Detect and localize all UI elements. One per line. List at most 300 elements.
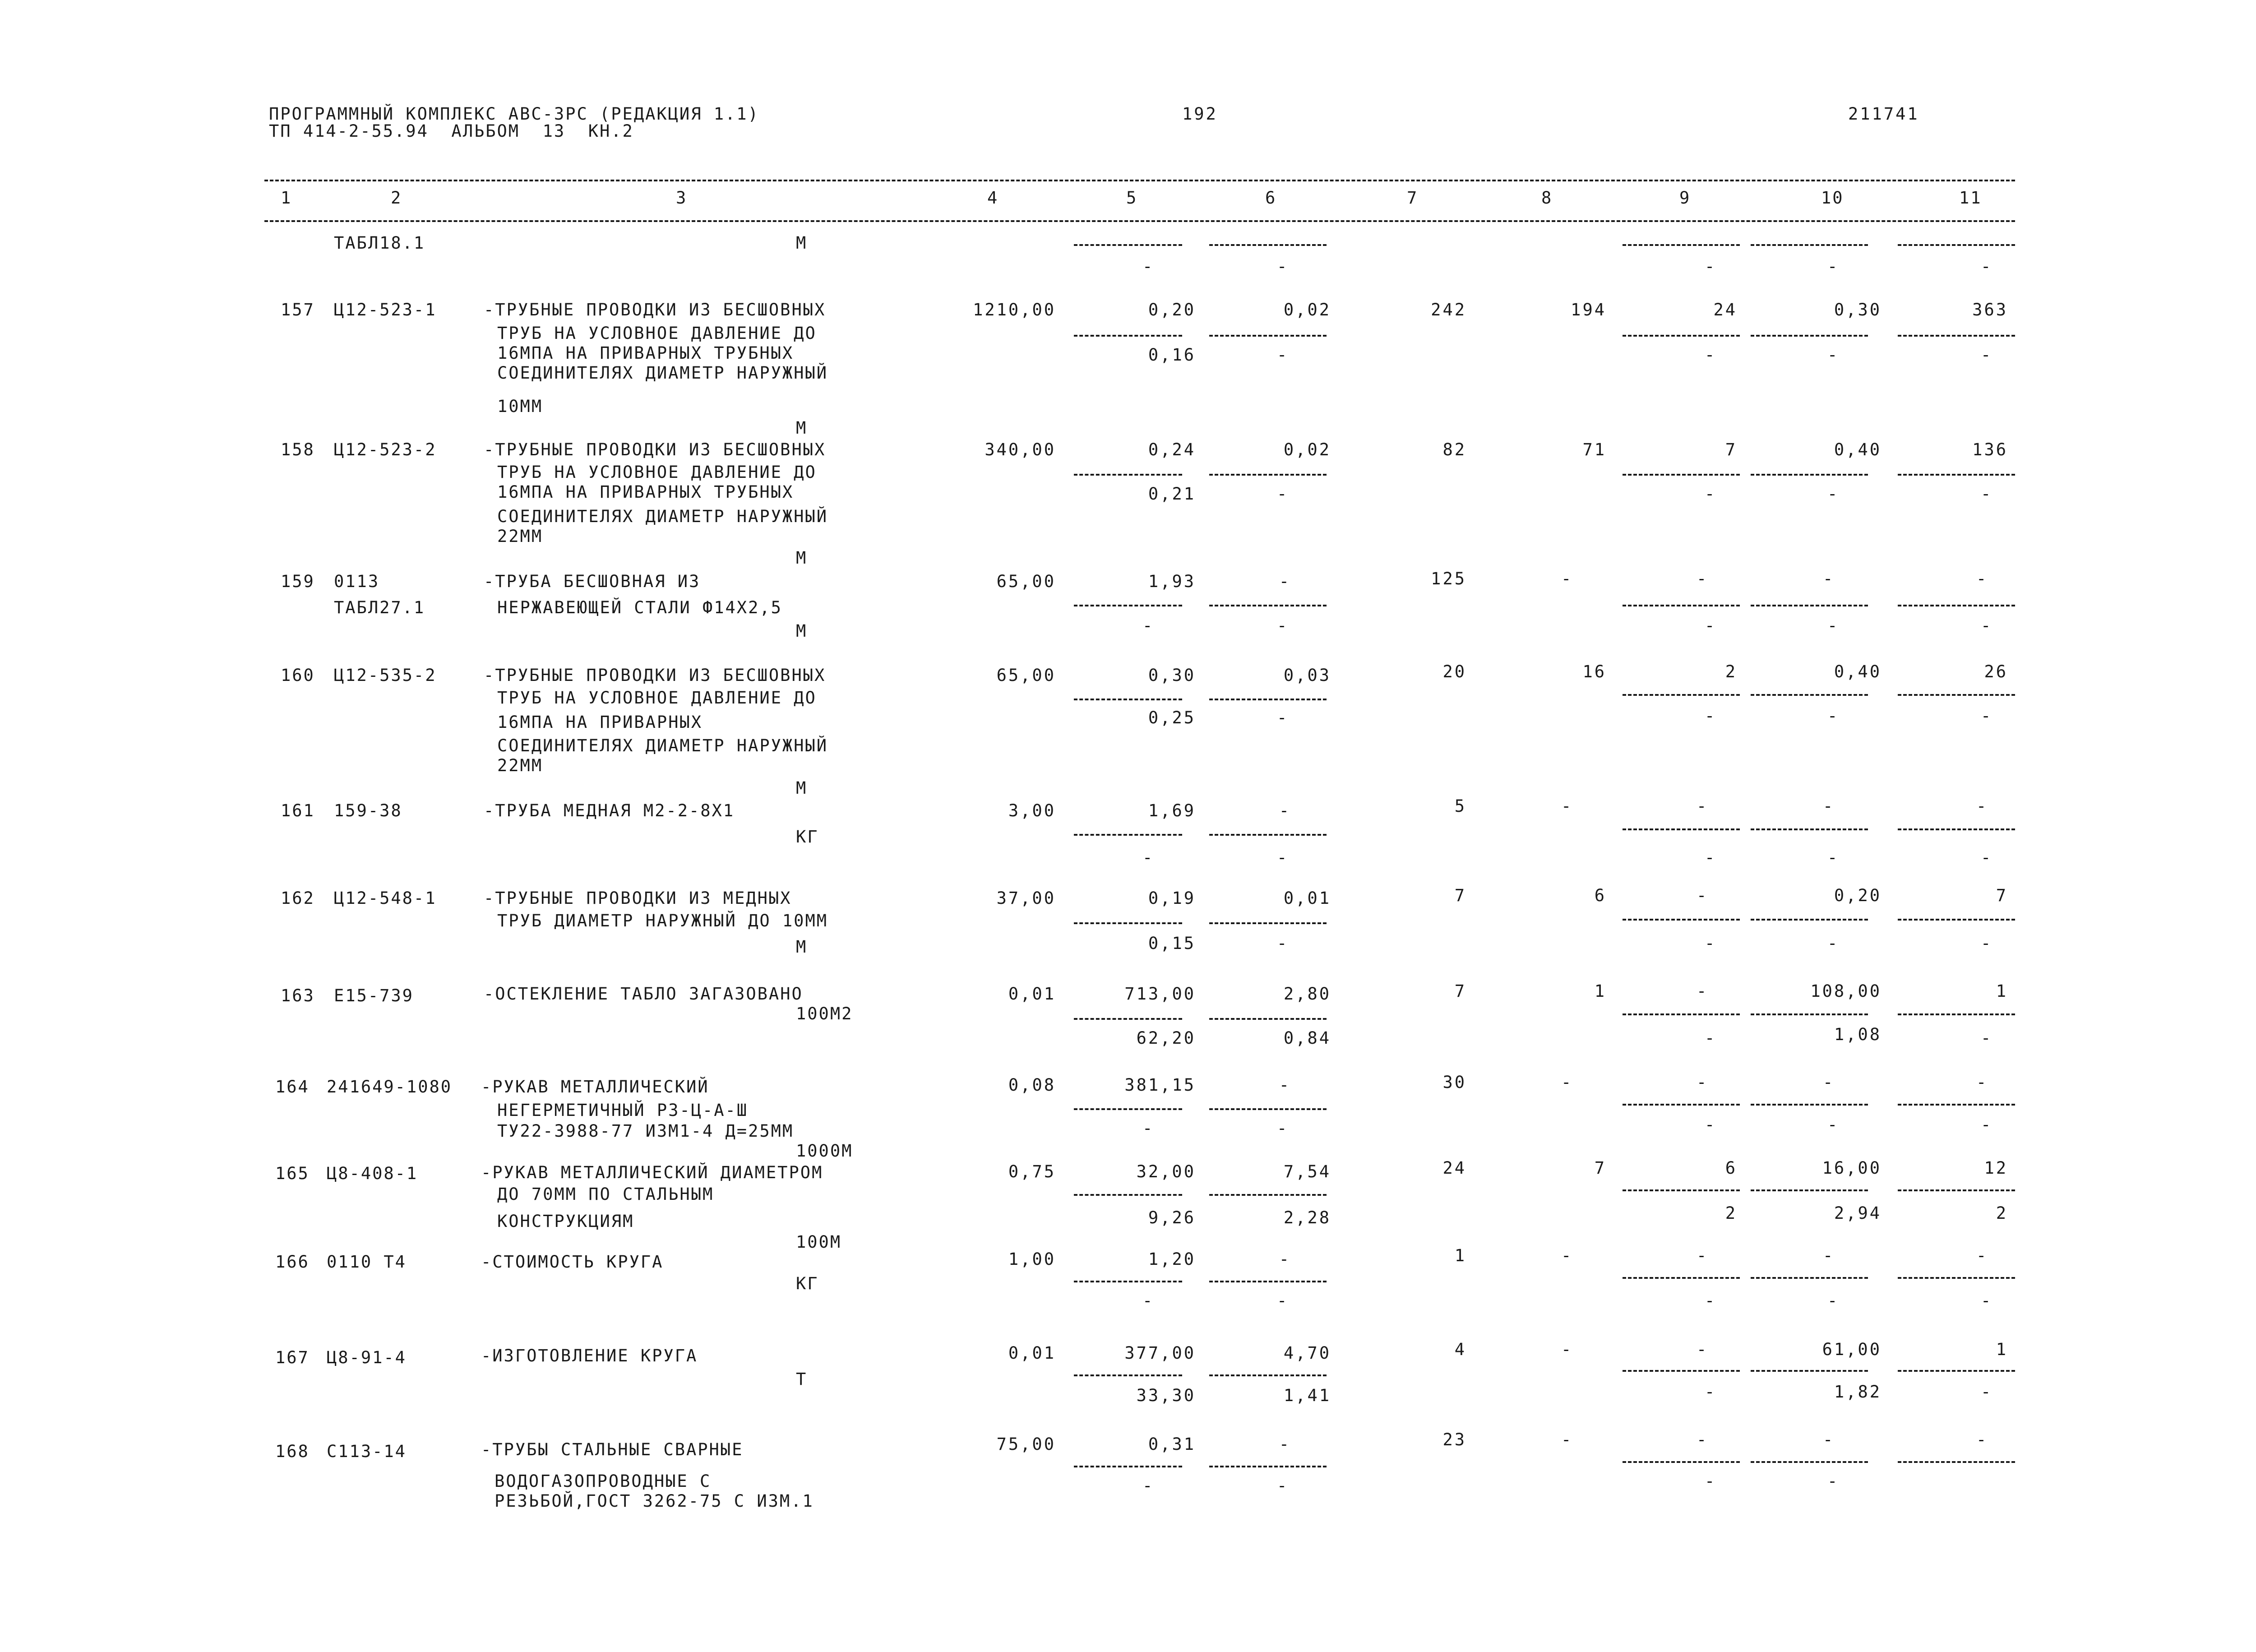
- divider-c9: [1623, 244, 1740, 246]
- divider-c6: [1209, 1194, 1327, 1196]
- cell-dash: -: [1981, 1382, 1992, 1402]
- col-header-1: 1: [281, 188, 292, 208]
- row-code: Е15-739: [334, 986, 414, 1005]
- header-project-line: ТП 414-2-55.94 АЛЬБОМ 13 КН.2: [269, 121, 634, 141]
- row-description: ТРУБ НА УСЛОВНОЕ ДАВЛЕНИЕ ДО: [497, 324, 817, 343]
- row-description: -РУКАВ МЕТАЛЛИЧЕСКИЙ: [481, 1077, 709, 1097]
- cell-col9: -: [1697, 981, 1708, 1001]
- col-header-6: 6: [1265, 188, 1277, 208]
- cell-col9: 2: [1725, 662, 1737, 681]
- divider-c6: [1209, 1108, 1327, 1110]
- row-description: -ОСТЕКЛЕНИЕ ТАБЛО ЗАГАЗОВАНО: [484, 984, 803, 1004]
- divider-c11: [1898, 605, 2015, 606]
- cell-col10: 0,20: [1834, 886, 1882, 905]
- row-number: 160: [281, 666, 315, 685]
- cell-col6: 0,02: [1283, 300, 1331, 319]
- divider-c11: [1898, 1277, 2015, 1279]
- cell-col8: 1: [1594, 981, 1606, 1001]
- cell-col7: 4: [1454, 1340, 1466, 1359]
- cell-col8: -: [1561, 1246, 1573, 1265]
- cell-col7: 23: [1442, 1430, 1466, 1449]
- cell-col5: 1,20: [1148, 1249, 1196, 1269]
- cell-dash: -: [1277, 345, 1289, 365]
- col-header-11: 11: [1959, 188, 1982, 208]
- divider-c9: [1623, 605, 1740, 606]
- cell-col4: 0,08: [1008, 1075, 1056, 1095]
- cell-dash: -: [1277, 1119, 1289, 1138]
- col-header-5: 5: [1126, 188, 1138, 208]
- cell-col10: -: [1823, 1246, 1835, 1265]
- cell-col6: 1,41: [1283, 1386, 1331, 1405]
- divider-c9: [1623, 694, 1740, 696]
- cell-col9: 24: [1713, 300, 1737, 319]
- cell-col9: -: [1697, 569, 1708, 588]
- divider-c5: [1074, 474, 1182, 476]
- cell-col9: -: [1697, 796, 1708, 816]
- divider-c10: [1751, 694, 1868, 696]
- divider-c9: [1623, 1370, 1740, 1372]
- cell-col8: -: [1561, 1430, 1573, 1449]
- cell-col7: 20: [1442, 662, 1466, 681]
- cell-col5: 713,00: [1124, 984, 1196, 1004]
- cell-col10: 1,82: [1834, 1382, 1882, 1402]
- cell-col4: 1210,00: [973, 300, 1056, 319]
- divider-c10: [1751, 1104, 1868, 1106]
- divider-c11: [1898, 694, 2015, 696]
- cell-dash: -: [1142, 1119, 1154, 1138]
- cell-col5: 0,25: [1148, 708, 1196, 727]
- cell-col10: -: [1823, 569, 1835, 588]
- cell-dash: -: [1705, 1472, 1716, 1491]
- divider-c10: [1751, 1013, 1868, 1015]
- cell-col6: 7,54: [1283, 1162, 1331, 1181]
- row-description: -ТРУБА МЕДНАЯ М2-2-8Х1: [484, 801, 735, 820]
- cell-col10: 16,00: [1822, 1158, 1882, 1178]
- cell-dash: -: [1705, 1291, 1716, 1310]
- cell-col5: 0,15: [1148, 934, 1196, 953]
- row-description: -РУКАВ МЕТАЛЛИЧЕСКИЙ ДИАМЕТРОМ: [481, 1163, 823, 1182]
- row-code: Ц12-535-2: [334, 666, 437, 685]
- cell-col5: 62,20: [1136, 1028, 1196, 1048]
- row-code: Ц12-548-1: [334, 888, 437, 908]
- cell-col8: 194: [1571, 300, 1606, 319]
- row-description: РЕЗЬБОЙ,ГОСТ 3262-75 С ИЗМ.1: [495, 1491, 814, 1511]
- divider-c6: [1209, 922, 1327, 924]
- divider-c9: [1623, 1189, 1740, 1191]
- divider-c9: [1623, 1104, 1740, 1106]
- cell-col7: 242: [1431, 300, 1466, 319]
- cell-col8: -: [1561, 796, 1573, 816]
- cell-col8: -: [1561, 1073, 1573, 1092]
- row-number: 168: [275, 1442, 310, 1461]
- divider-c5: [1074, 244, 1182, 246]
- row-description: -ТРУБНЫЕ ПРОВОДКИ ИЗ БЕСШОВНЫХ: [484, 300, 826, 319]
- row-description: 22ММ: [497, 756, 543, 775]
- cell-col11: 12: [1984, 1158, 2008, 1178]
- cell-col6: 2,80: [1283, 984, 1331, 1004]
- row-code: Ц8-91-4: [327, 1348, 407, 1367]
- row-description: -СТОИМОСТЬ КРУГА: [481, 1252, 664, 1272]
- row-description: 16МПА НА ПРИВАРНЫХ ТРУБНЫХ: [497, 482, 794, 502]
- cell-col10: 0,40: [1834, 662, 1882, 681]
- divider-c5: [1074, 335, 1182, 337]
- divider-c5: [1074, 1018, 1182, 1020]
- divider-c5: [1074, 605, 1182, 606]
- divider-c11: [1898, 1104, 2015, 1106]
- cell-dash: -: [1705, 1028, 1716, 1048]
- cell-col10: 2,94: [1834, 1203, 1882, 1223]
- cell-col7: 7: [1454, 886, 1466, 905]
- cell-col11: 136: [1972, 440, 2008, 459]
- cell-dash: -: [1981, 934, 1992, 953]
- cell-dash: -: [1827, 1472, 1839, 1491]
- cell-col4: 0,75: [1008, 1162, 1056, 1181]
- cell-col8: -: [1561, 1340, 1573, 1359]
- divider-c5: [1074, 834, 1182, 836]
- row-number: 162: [281, 888, 315, 908]
- cell-dash: -: [1981, 1115, 1992, 1134]
- cell-col10: -: [1823, 796, 1835, 816]
- cell-col4: 340,00: [985, 440, 1056, 459]
- row-number: 165: [275, 1164, 310, 1183]
- cell-dash: -: [1705, 484, 1716, 504]
- cell-col8: 6: [1594, 886, 1606, 905]
- cell-col11: -: [1976, 1073, 1988, 1092]
- row-unit: М: [796, 778, 808, 798]
- cell-col6: -: [1279, 572, 1290, 591]
- divider-c9: [1623, 474, 1740, 476]
- cell-col11: 1: [1996, 981, 2008, 1001]
- row-code: ТАБЛ18.1: [334, 233, 425, 253]
- cell-col5: 1,69: [1148, 801, 1196, 820]
- divider-c9: [1623, 828, 1740, 830]
- divider-c11: [1898, 1370, 2015, 1372]
- divider-c10: [1751, 1370, 1868, 1372]
- row-unit: КГ: [796, 827, 819, 847]
- cell-col9: 7: [1725, 440, 1737, 459]
- cell-col6: 2,28: [1283, 1208, 1331, 1227]
- cell-dash: -: [1705, 934, 1716, 953]
- cell-col5: 0,16: [1148, 345, 1196, 365]
- row-description: ТУ22-3988-77 ИЗМ1-4 Д=25ММ: [497, 1121, 794, 1141]
- row-description: 16МПА НА ПРИВАРНЫХ ТРУБНЫХ: [497, 343, 794, 363]
- cell-col6: -: [1279, 1249, 1290, 1269]
- divider-c11: [1898, 244, 2015, 246]
- cell-dash: -: [1981, 345, 1992, 365]
- cell-col11: -: [1976, 569, 1988, 588]
- row-code: Ц12-523-2: [334, 440, 437, 459]
- divider-c6: [1209, 1374, 1327, 1376]
- row-unit: Т: [796, 1370, 808, 1389]
- row-description: -ИЗГОТОВЛЕНИЕ КРУГА: [481, 1346, 698, 1365]
- cell-dash: -: [1705, 616, 1716, 635]
- divider-c5: [1074, 1108, 1182, 1110]
- cell-col7: 1: [1454, 1246, 1466, 1265]
- row-description: -ТРУБА БЕСШОВНАЯ ИЗ: [484, 572, 701, 591]
- cell-col9: 6: [1725, 1158, 1737, 1178]
- cell-col9: 2: [1725, 1203, 1737, 1223]
- divider-c6: [1209, 1018, 1327, 1020]
- cell-dash: -: [1142, 616, 1154, 635]
- cell-dash: -: [1277, 708, 1289, 727]
- divider-c11: [1898, 828, 2015, 830]
- divider-c5: [1074, 1374, 1182, 1376]
- cell-dash: -: [1142, 848, 1154, 867]
- cell-col4: 65,00: [996, 572, 1056, 591]
- row-unit: 1000М: [796, 1141, 853, 1161]
- cell-dash: -: [1827, 848, 1839, 867]
- row-unit: 100М: [796, 1232, 842, 1252]
- cell-dash: -: [1827, 1291, 1839, 1310]
- row-description: 16МПА НА ПРИВАРНЫХ: [497, 713, 703, 732]
- row-description: КОНСТРУКЦИЯМ: [497, 1212, 634, 1231]
- col-header-7: 7: [1407, 188, 1419, 208]
- row-code: 241649-1080: [327, 1077, 453, 1097]
- cell-col5: 1,93: [1148, 572, 1196, 591]
- row-description: -ТРУБНЫЕ ПРОВОДКИ ИЗ БЕСШОВНЫХ: [484, 666, 826, 685]
- row-unit: М: [796, 548, 808, 568]
- divider-c11: [1898, 1189, 2015, 1191]
- cell-dash: -: [1277, 1291, 1289, 1310]
- cell-dash: -: [1981, 484, 1992, 504]
- row-code: 0113: [334, 572, 380, 591]
- divider-c9: [1623, 1277, 1740, 1279]
- cell-col4: 1,00: [1008, 1249, 1056, 1269]
- divider-c6: [1209, 605, 1327, 606]
- row-number: 159: [281, 572, 315, 591]
- row-unit: КГ: [796, 1274, 819, 1293]
- row-unit: М: [796, 621, 808, 641]
- divider-c6: [1209, 834, 1327, 836]
- divider-c6: [1209, 244, 1327, 246]
- row-number: 164: [275, 1077, 310, 1097]
- divider-c6: [1209, 335, 1327, 337]
- cell-dash: -: [1277, 934, 1289, 953]
- row-code: ТАБЛ27.1: [334, 598, 425, 617]
- cell-dash: -: [1705, 257, 1716, 276]
- cell-col6: 0,01: [1283, 888, 1331, 908]
- divider-c10: [1751, 919, 1868, 921]
- divider-c11: [1898, 1013, 2015, 1015]
- divider-c10: [1751, 828, 1868, 830]
- divider-c10: [1751, 335, 1868, 337]
- divider-c5: [1074, 1466, 1182, 1467]
- header-program-line: ПРОГРАММНЫЙ КОМПЛЕКС АВС-3РС (РЕДАКЦИЯ 1.1): [269, 104, 759, 124]
- row-description: СОЕДИНИТЕЛЯХ ДИАМЕТР НАРУЖНЫЙ: [497, 363, 828, 383]
- row-description: ТРУБ НА УСЛОВНОЕ ДАВЛЕНИЕ ДО: [497, 688, 817, 708]
- cell-col5: 32,00: [1136, 1162, 1196, 1181]
- row-description: ТРУБ ДИАМЕТР НАРУЖНЫЙ ДО 10ММ: [497, 911, 828, 930]
- cell-col10: 0,40: [1834, 440, 1882, 459]
- cell-col10: -: [1823, 1430, 1835, 1449]
- cell-col7: 24: [1442, 1158, 1466, 1178]
- cell-dash: -: [1827, 934, 1839, 953]
- cell-col5: 0,19: [1148, 888, 1196, 908]
- cell-col7: 7: [1454, 981, 1466, 1001]
- cell-col11: -: [1976, 1430, 1988, 1449]
- cell-dash: -: [1827, 484, 1839, 504]
- cell-dash: -: [1277, 484, 1289, 504]
- cell-col11: 26: [1984, 662, 2008, 681]
- cell-col4: 3,00: [1008, 801, 1056, 820]
- cell-col7: 30: [1442, 1073, 1466, 1092]
- row-number: 158: [281, 440, 315, 459]
- cell-col4: 37,00: [996, 888, 1056, 908]
- row-code: Ц12-523-1: [334, 300, 437, 319]
- divider-c11: [1898, 1461, 2015, 1463]
- cell-col11: 1: [1996, 1340, 2008, 1359]
- cell-col6: 0,03: [1283, 666, 1331, 685]
- divider-c10: [1751, 474, 1868, 476]
- cell-dash: -: [1142, 1291, 1154, 1310]
- divider-c9: [1623, 1461, 1740, 1463]
- divider-c11: [1898, 335, 2015, 337]
- divider-c5: [1074, 922, 1182, 924]
- cell-dash: -: [1827, 616, 1839, 635]
- row-unit: М: [796, 233, 808, 253]
- cell-dash: -: [1827, 345, 1839, 365]
- cell-col4: 0,01: [1008, 984, 1056, 1004]
- page-number: 192: [1182, 104, 1218, 124]
- divider-c9: [1623, 919, 1740, 921]
- cell-col5: 33,30: [1136, 1386, 1196, 1405]
- cell-col10: 108,00: [1810, 981, 1882, 1001]
- col-header-2: 2: [391, 188, 402, 208]
- cell-col4: 75,00: [996, 1435, 1056, 1454]
- cell-dash: -: [1827, 257, 1839, 276]
- cell-col5: 0,21: [1148, 484, 1196, 504]
- row-number: 163: [281, 986, 315, 1005]
- col-header-3: 3: [676, 188, 688, 208]
- cell-col9: -: [1697, 1073, 1708, 1092]
- col-header-8: 8: [1541, 188, 1553, 208]
- table-header-rule: [264, 220, 2015, 222]
- row-description: -ТРУБНЫЕ ПРОВОДКИ ИЗ МЕДНЫХ: [484, 888, 792, 908]
- cell-col9: -: [1697, 1246, 1708, 1265]
- cell-col8: 7: [1594, 1158, 1606, 1178]
- cell-dash: -: [1827, 1115, 1839, 1134]
- divider-c10: [1751, 244, 1868, 246]
- cell-dash: -: [1981, 1291, 1992, 1310]
- row-description: НЕГЕРМЕТИЧНЫЙ РЗ-Ц-А-Ш: [497, 1101, 749, 1120]
- cell-col11: 363: [1972, 300, 2008, 319]
- cell-col11: -: [1976, 796, 1988, 816]
- row-description: ДО 70ММ ПО СТАЛЬНЫМ: [497, 1185, 714, 1204]
- divider-c11: [1898, 919, 2015, 921]
- divider-c5: [1074, 1194, 1182, 1196]
- cell-col6: -: [1279, 1075, 1290, 1095]
- cell-col6: 0,84: [1283, 1028, 1331, 1048]
- cell-col7: 82: [1442, 440, 1466, 459]
- cell-col7: 125: [1431, 569, 1466, 588]
- row-description: НЕРЖАВЕЮЩЕЙ СТАЛИ Ф14Х2,5: [497, 598, 782, 617]
- cell-dash: -: [1705, 706, 1716, 726]
- cell-col5: 0,30: [1148, 666, 1196, 685]
- cell-dash: -: [1981, 1028, 1992, 1048]
- cell-col5: 0,20: [1148, 300, 1196, 319]
- cell-dash: -: [1277, 616, 1289, 635]
- row-unit: М: [796, 418, 808, 438]
- cell-dash: -: [1705, 1382, 1716, 1402]
- row-description: ВОДОГАЗОПРОВОДНЫЕ С: [495, 1472, 712, 1491]
- cell-col6: -: [1279, 1435, 1290, 1454]
- document-number: 211741: [1848, 104, 1919, 124]
- table-top-rule: [264, 180, 2015, 181]
- divider-c6: [1209, 699, 1327, 700]
- cell-dash: -: [1827, 706, 1839, 726]
- cell-col8: -: [1561, 569, 1573, 588]
- divider-c10: [1751, 605, 1868, 606]
- cell-col8: 71: [1582, 440, 1606, 459]
- cell-col5: 0,31: [1148, 1435, 1196, 1454]
- cell-col11: 2: [1996, 1203, 2008, 1223]
- row-description: -ТРУБНЫЕ ПРОВОДКИ ИЗ БЕСШОВНЫХ: [484, 440, 826, 459]
- cell-dash: -: [1142, 1476, 1154, 1495]
- cell-col5: 377,00: [1124, 1343, 1196, 1363]
- divider-c11: [1898, 474, 2015, 476]
- col-header-10: 10: [1821, 188, 1844, 208]
- cell-col8: 16: [1582, 662, 1606, 681]
- divider-c5: [1074, 1281, 1182, 1282]
- cell-dash: -: [1142, 257, 1154, 276]
- cell-dash: -: [1705, 345, 1716, 365]
- divider-c5: [1074, 699, 1182, 700]
- row-number: 166: [275, 1252, 310, 1272]
- cell-dash: -: [1277, 257, 1289, 276]
- divider-c9: [1623, 1013, 1740, 1015]
- cell-col6: 0,02: [1283, 440, 1331, 459]
- row-description: СОЕДИНИТЕЛЯХ ДИАМЕТР НАРУЖНЫЙ: [497, 507, 828, 526]
- cell-col10: 0,30: [1834, 300, 1882, 319]
- cell-dash: -: [1981, 616, 1992, 635]
- cell-col9: -: [1697, 886, 1708, 905]
- row-description: СОЕДИНИТЕЛЯХ ДИАМЕТР НАРУЖНЫЙ: [497, 736, 828, 755]
- cell-dash: -: [1981, 257, 1992, 276]
- cell-col10: -: [1823, 1073, 1835, 1092]
- cell-dash: -: [1705, 1115, 1716, 1134]
- cell-col5: 9,26: [1148, 1208, 1196, 1227]
- row-description: -ТРУБЫ СТАЛЬНЫЕ СВАРНЫЕ: [481, 1440, 744, 1459]
- row-unit: 100М2: [796, 1004, 853, 1023]
- row-description: 10ММ: [497, 397, 543, 416]
- row-unit: М: [796, 937, 808, 957]
- divider-c10: [1751, 1189, 1868, 1191]
- divider-c10: [1751, 1461, 1868, 1463]
- cell-col6: -: [1279, 801, 1290, 820]
- row-description: 22ММ: [497, 527, 543, 546]
- cell-dash: -: [1981, 848, 1992, 867]
- row-code: Ц8-408-1: [327, 1164, 418, 1183]
- row-description: ТРУБ НА УСЛОВНОЕ ДАВЛЕНИЕ ДО: [497, 463, 817, 482]
- cell-dash: -: [1277, 1476, 1289, 1495]
- cell-col5: 0,24: [1148, 440, 1196, 459]
- cell-dash: -: [1705, 848, 1716, 867]
- cell-col4: 65,00: [996, 666, 1056, 685]
- divider-c6: [1209, 1466, 1327, 1467]
- cell-col10: 1,08: [1834, 1025, 1882, 1044]
- cell-col11: -: [1976, 1246, 1988, 1265]
- row-code: 159-38: [334, 801, 402, 820]
- divider-c10: [1751, 1277, 1868, 1279]
- cell-col4: 0,01: [1008, 1343, 1056, 1363]
- col-header-9: 9: [1679, 188, 1691, 208]
- col-header-4: 4: [987, 188, 999, 208]
- row-number: 161: [281, 801, 315, 820]
- row-code: С113-14: [327, 1442, 407, 1461]
- cell-col7: 5: [1454, 796, 1466, 816]
- cell-col11: 7: [1996, 886, 2008, 905]
- divider-c6: [1209, 1281, 1327, 1282]
